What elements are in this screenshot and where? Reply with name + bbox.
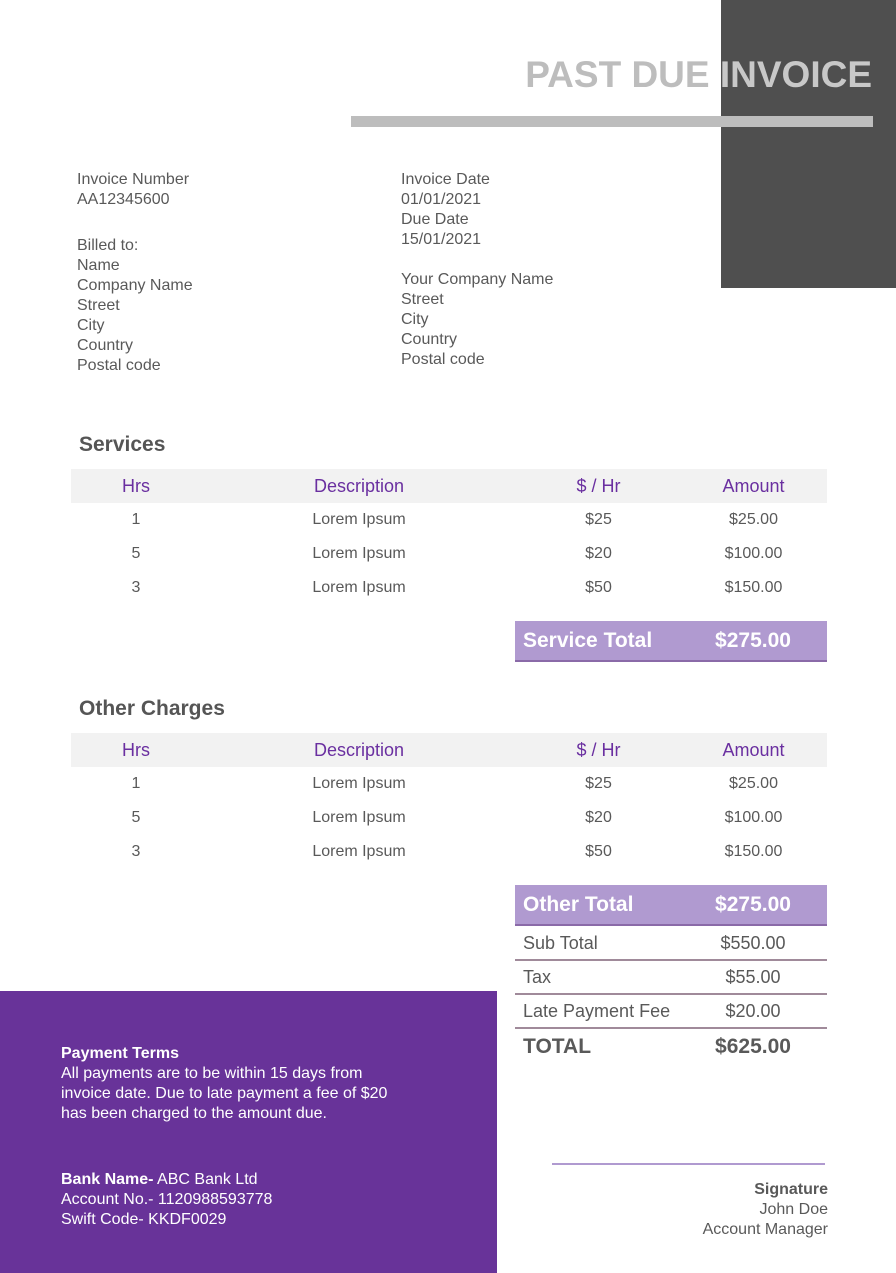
cell-description: Lorem Ipsum — [312, 579, 406, 596]
payment-terms-line-1: All payments are to be within 15 days from — [61, 1065, 363, 1082]
cell-description: Lorem Ipsum — [312, 511, 406, 528]
cell-amount: $150.00 — [724, 843, 783, 860]
billed-company: Company Name — [77, 277, 193, 294]
billed-to-block — [77, 236, 193, 376]
col-hrs: Hrs — [71, 469, 201, 503]
cell-hrs: 1 — [131, 775, 141, 792]
payment-terms-line-2: invoice date. Due to late payment a fee of $20 — [61, 1085, 388, 1102]
billed-postal: Postal code — [77, 357, 161, 374]
other-charges-title: Other Charges — [79, 697, 225, 720]
col-description: Description — [201, 733, 517, 767]
invoice-number-block — [77, 170, 189, 210]
cell-rate: $25 — [585, 775, 612, 792]
grand-total-row — [515, 1029, 827, 1065]
cell-rate: $20 — [585, 545, 612, 562]
payment-terms-panel — [0, 991, 497, 1273]
invoice-number-label: Invoice Number — [77, 171, 190, 188]
bank-name-label: Bank Name- — [61, 1171, 154, 1188]
cell-amount: $150.00 — [724, 579, 783, 596]
tax-row — [515, 961, 827, 995]
cell-description: Lorem Ipsum — [312, 843, 406, 860]
col-hrs: Hrs — [71, 733, 201, 767]
from-block — [401, 270, 553, 370]
cell-rate: $20 — [585, 809, 612, 826]
title-underline-bar — [351, 116, 873, 127]
cell-hrs: 3 — [131, 843, 141, 860]
signer-role: Account Manager — [702, 1221, 828, 1238]
services-title: Services — [79, 433, 166, 456]
services-table — [71, 469, 827, 605]
invoice-dates-block — [401, 170, 490, 250]
from-postal: Postal code — [401, 351, 485, 368]
account-number: Account No.- 1120988593778 — [61, 1191, 273, 1208]
col-amount: Amount — [680, 733, 827, 767]
cell-rate: $50 — [585, 843, 612, 860]
signature-block — [703, 1180, 828, 1240]
cell-amount: $25.00 — [729, 511, 778, 528]
subtotal-label: Sub Total — [523, 932, 598, 953]
grand-total-label: TOTAL — [523, 1035, 592, 1058]
table-header-row — [71, 733, 827, 767]
due-date-label: Due Date — [401, 211, 469, 228]
table-header-row — [71, 469, 827, 503]
cell-description: Lorem Ipsum — [312, 775, 406, 792]
col-rate: $ / Hr — [517, 733, 680, 767]
table-row — [71, 537, 827, 571]
invoice-date: 01/01/2021 — [401, 191, 482, 208]
from-street: Street — [401, 291, 444, 308]
grand-total-value: $625.00 — [715, 1035, 791, 1058]
from-country: Country — [401, 331, 458, 348]
table-row — [71, 503, 827, 537]
table-row — [71, 767, 827, 801]
col-rate: $ / Hr — [517, 469, 680, 503]
late-fee-row — [515, 995, 827, 1029]
late-fee-value: $20.00 — [725, 1000, 781, 1021]
table-row — [71, 801, 827, 835]
cell-hrs: 3 — [131, 579, 141, 596]
other-charges-table — [71, 733, 827, 869]
col-amount: Amount — [680, 469, 827, 503]
cell-amount: $25.00 — [729, 775, 778, 792]
from-company: Your Company Name — [401, 271, 554, 288]
other-total-value: $275.00 — [715, 892, 791, 916]
cell-rate: $25 — [585, 511, 612, 528]
cell-hrs: 5 — [131, 809, 141, 826]
header-dark-block — [721, 0, 896, 288]
tax-value: $55.00 — [725, 966, 781, 987]
tax-label: Tax — [523, 966, 552, 987]
cell-description: Lorem Ipsum — [312, 545, 406, 562]
other-total-band — [515, 885, 827, 926]
subtotal-value: $550.00 — [720, 932, 786, 953]
invoice-number: AA12345600 — [77, 191, 170, 208]
cell-amount: $100.00 — [724, 545, 783, 562]
swift-code: Swift Code- KKDF0029 — [61, 1211, 227, 1228]
billed-city: City — [77, 317, 105, 334]
page-title — [525, 54, 872, 96]
bank-name-line — [61, 1170, 258, 1190]
signature-line — [552, 1163, 825, 1165]
bank-name-value: ABC Bank Ltd — [153, 1171, 258, 1188]
from-city: City — [401, 311, 429, 328]
due-date: 15/01/2021 — [401, 231, 482, 248]
billed-street: Street — [77, 297, 120, 314]
other-total-label: Other Total — [523, 892, 634, 916]
service-total-label: Service Total — [523, 628, 653, 652]
invoice-date-label: Invoice Date — [401, 171, 490, 188]
signer-name: John Doe — [759, 1201, 828, 1218]
table-row — [71, 571, 827, 605]
service-total-band — [515, 621, 827, 662]
payment-terms-title: Payment Terms — [61, 1045, 179, 1062]
cell-hrs: 5 — [131, 545, 141, 562]
cell-hrs: 1 — [131, 511, 141, 528]
cell-rate: $50 — [585, 579, 612, 596]
billed-to-label: Billed to: — [77, 237, 139, 254]
service-total-value: $275.00 — [715, 628, 791, 652]
billed-country: Country — [77, 337, 134, 354]
signature-label: Signature — [754, 1181, 828, 1198]
title-part-2: INVOICE — [719, 54, 872, 95]
payment-terms-line-3: has been charged to the amount due. — [61, 1105, 327, 1122]
billed-name: Name — [77, 257, 120, 274]
subtotal-row — [515, 927, 827, 961]
cell-amount: $100.00 — [724, 809, 783, 826]
table-row — [71, 835, 827, 869]
title-part-1: PAST DUE — [525, 54, 710, 95]
cell-description: Lorem Ipsum — [312, 809, 406, 826]
col-description: Description — [201, 469, 517, 503]
late-fee-label: Late Payment Fee — [523, 1000, 671, 1021]
